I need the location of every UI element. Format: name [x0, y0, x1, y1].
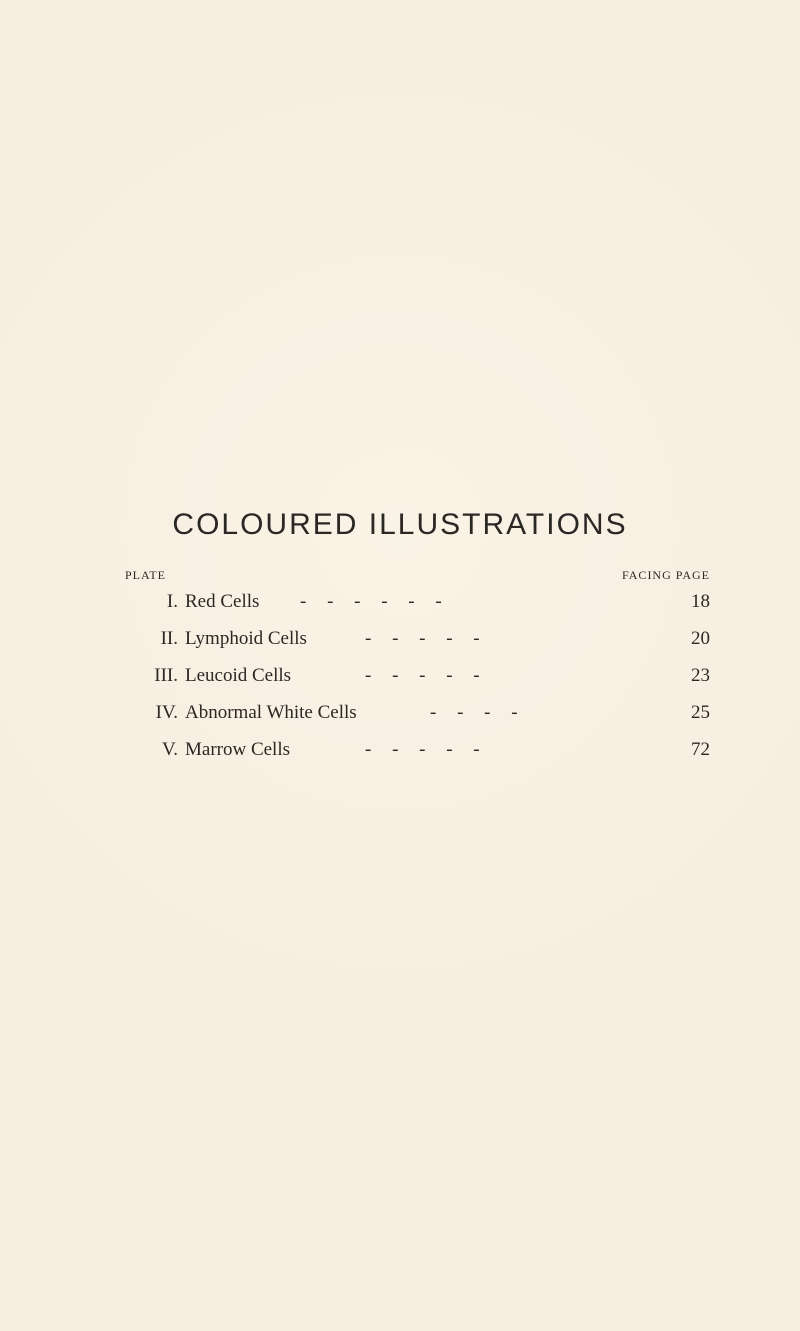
dot-leader: - - - - - - [300, 591, 442, 612]
plate-numeral: III. [154, 665, 178, 686]
plate-title: Marrow Cells [185, 739, 291, 760]
facing-page-number: 20 [691, 628, 710, 649]
list-item [0, 736, 800, 773]
dot-leader: - - - - - [365, 739, 480, 760]
page-title: COLOURED ILLUSTRATIONS [172, 508, 628, 541]
facing-page-number: 23 [691, 665, 710, 686]
dot-leader: - - - - - [365, 628, 480, 649]
dot-leader: - - - - - [365, 665, 480, 686]
plate-title: Lymphoid Cells [185, 628, 307, 649]
facing-page-number: 72 [691, 739, 710, 760]
list-item [0, 588, 800, 625]
plate-title: Leucoid Cells [185, 665, 292, 686]
list-item [0, 699, 800, 736]
facing-page-number: 25 [691, 702, 710, 723]
facing-page-column-header: FACING PAGE [621, 568, 710, 582]
plate-numeral: I. [166, 591, 178, 612]
plate-numeral: V. [161, 739, 178, 760]
plate-column-header: PLATE [125, 568, 166, 582]
list-item [0, 625, 800, 662]
plate-numeral: IV. [155, 702, 178, 723]
list-item [0, 662, 800, 699]
plate-title: Abnormal White Cells [185, 702, 357, 723]
dot-leader: - - - - [430, 702, 518, 723]
plate-title: Red Cells [185, 591, 260, 612]
plate-numeral: II. [160, 628, 178, 649]
illustrations-list [0, 588, 800, 773]
facing-page-number: 18 [691, 591, 710, 612]
